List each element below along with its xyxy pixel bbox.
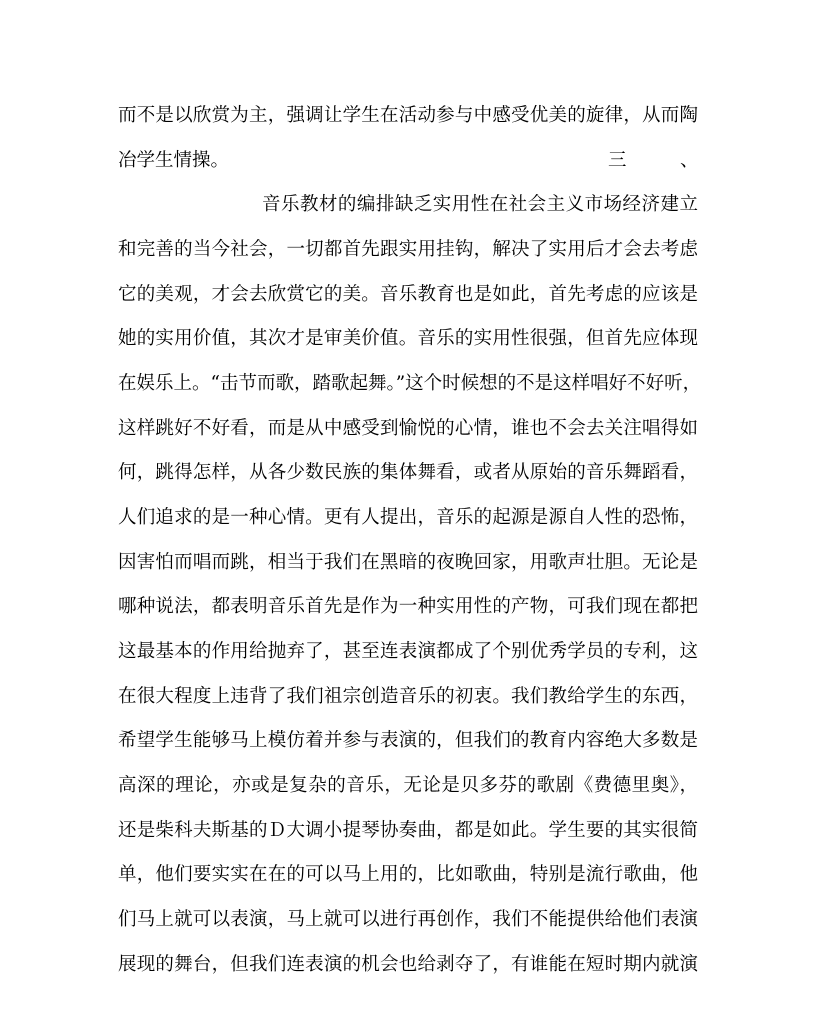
text-line: 这最基本的作用给抛弃了，甚至连表演都成了个别优秀学员的专利，这 [118, 641, 698, 662]
text-line: 展现的舞台，但我们连表演的机会也给剥夺了，有谁能在短时期内就演 [118, 954, 698, 975]
text-line: 因害怕而唱而跳，相当于我们在黑暗的夜晚回家，用歌声壮胆。无论是 [118, 552, 698, 573]
section-heading-text: 音乐教材的编排缺乏实用性在社会主义市场经济建立 [262, 194, 698, 215]
text-line: 这样跳好不好看，而是从中感受到愉悦的心情，谁也不会去关注唱得如 [118, 418, 698, 439]
text-line: 在娱乐上。“击节而歌，踏歌起舞。”这个时候想的不是这样唱好不好听， [118, 373, 702, 394]
text-line: 它的美观，才会去欣赏它的美。音乐教育也是如此，首先考虑的应该是 [118, 284, 698, 305]
text-line: 单，他们要实实在在的可以马上用的，比如歌曲，特别是流行歌曲，他 [118, 864, 698, 885]
text-line: 人们追求的是一种心情。更有人提出，音乐的起源是源自人性的恐怖， [118, 507, 698, 528]
text-line: 高深的理论，亦或是复杂的音乐，无论是贝多芬的歌剧《费德里奥》， [118, 775, 698, 796]
text-line: 还是柴科夫斯基的Ｄ大调小提琴协奏曲，都是如此。学生要的其实很简 [118, 820, 698, 841]
text-line: 冶学生情操。 [118, 150, 230, 171]
text-line: 她的实用价值，其次才是审美价值。音乐的实用性很强，但首先应体现 [118, 328, 698, 349]
text-line: 而不是以欣赏为主，强调让学生在活动参与中感受优美的旋律，从而陶 [118, 105, 698, 126]
text-line: 何，跳得怎样，从各少数民族的集体舞看，或者从原始的音乐舞蹈看， [118, 462, 698, 483]
section-heading-number: 三 [608, 150, 627, 171]
text-line: 哪种说法，都表明音乐首先是作为一种实用性的产物，可我们现在都把 [118, 596, 698, 617]
section-heading-mark: 、 [680, 150, 699, 171]
text-line: 们马上就可以表演，马上就可以进行再创作，我们不能提供给他们表演 [118, 909, 698, 930]
text-line: 希望学生能够马上模仿着并参与表演的，但我们的教育内容绝大多数是 [118, 730, 698, 751]
text-line: 在很大程度上违背了我们祖宗创造音乐的初衷。我们教给学生的东西， [118, 686, 698, 707]
text-line: 和完善的当今社会，一切都首先跟实用挂钩，解决了实用后才会去考虑 [118, 239, 698, 260]
